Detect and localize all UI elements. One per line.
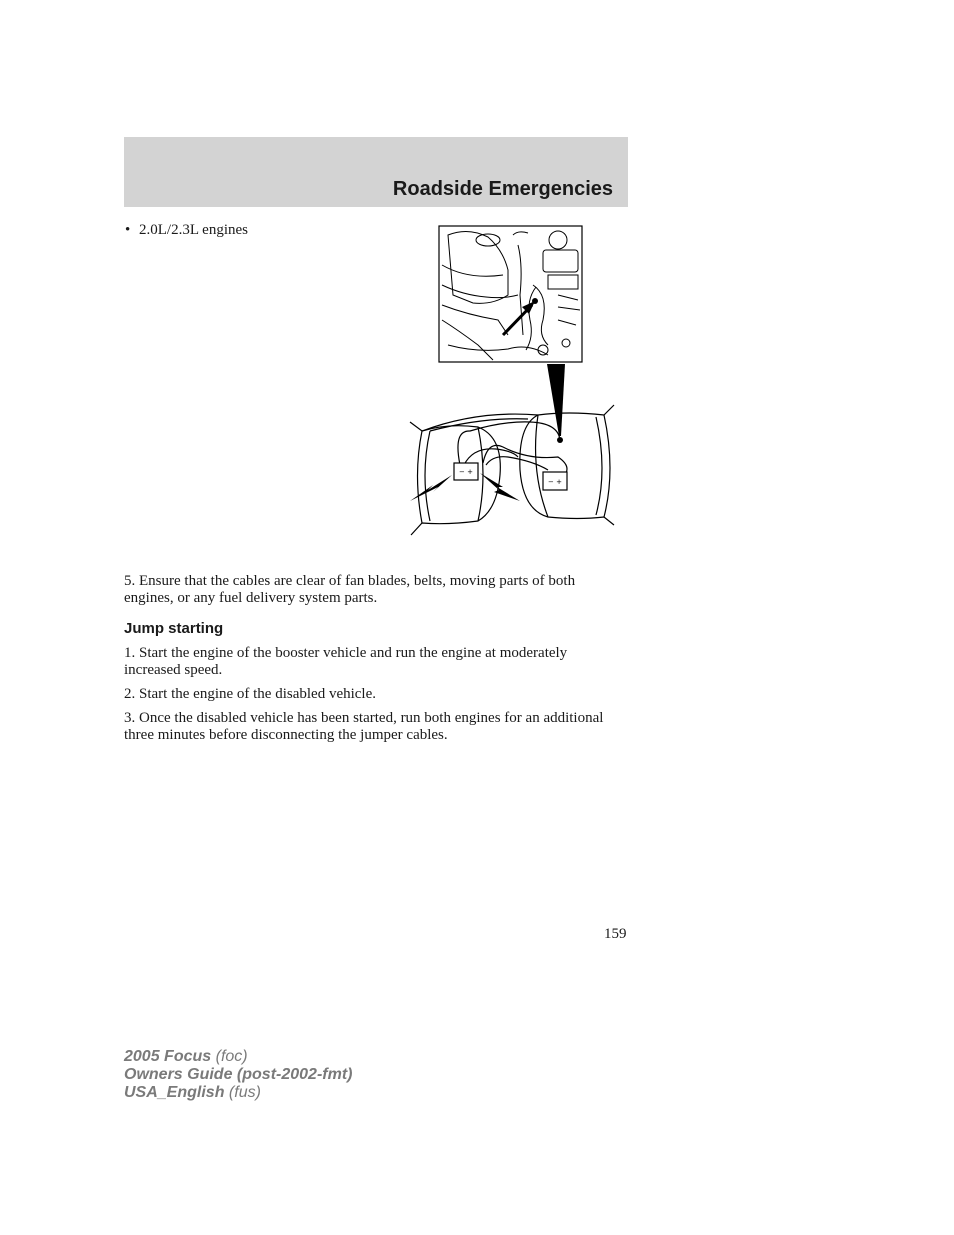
spark-left-icon bbox=[410, 475, 452, 501]
document-footer bbox=[124, 1048, 352, 1102]
header-band bbox=[124, 137, 628, 207]
footer-language: USA_English bbox=[124, 1084, 225, 1101]
page-number: 159 bbox=[604, 926, 627, 942]
footer-language-code: (fus) bbox=[228, 1084, 261, 1101]
step-5: 5. Ensure that the cables are clear of fan blades, belts, moving parts of both engines, or any fuel delivery system parts. bbox=[124, 573, 576, 606]
section-header-title: Roadside Emergencies bbox=[392, 178, 613, 200]
jump-step-1: 1. Start the engine of the booster vehicle and run the engine at moderately increased speed. bbox=[124, 645, 568, 678]
footer-model-code: (foc) bbox=[215, 1048, 248, 1065]
footer-model: 2005 Focus bbox=[124, 1048, 212, 1065]
footer-line-1 bbox=[124, 1048, 352, 1066]
battery-left bbox=[454, 463, 478, 480]
battery-right-signs: − + bbox=[548, 478, 562, 486]
inset-pointer bbox=[547, 364, 565, 436]
bullet-text: 2.0L/2.3L engines bbox=[139, 222, 249, 238]
jump-step-3: 3. Once the disabled vehicle has been started, run both engines for an additional three minutes before disconnecting the jumper cables. bbox=[124, 710, 604, 743]
battery-right bbox=[543, 472, 567, 490]
footer-guide: Owners Guide (post-2002-fmt) bbox=[124, 1066, 353, 1083]
subheading-jump-starting: Jump starting bbox=[124, 620, 224, 637]
battery-left-signs: − + bbox=[459, 468, 473, 476]
footer-line-2 bbox=[124, 1066, 352, 1084]
jump-step-2: 2. Start the engine of the disabled vehicle. bbox=[124, 686, 377, 702]
vehicles-outline bbox=[410, 405, 614, 535]
bullet-item bbox=[125, 222, 248, 239]
footer-line-3 bbox=[124, 1084, 352, 1102]
engine-bay-inset bbox=[439, 226, 582, 362]
jump-start-illustration bbox=[408, 225, 618, 540]
bullet-marker: • bbox=[125, 222, 131, 238]
